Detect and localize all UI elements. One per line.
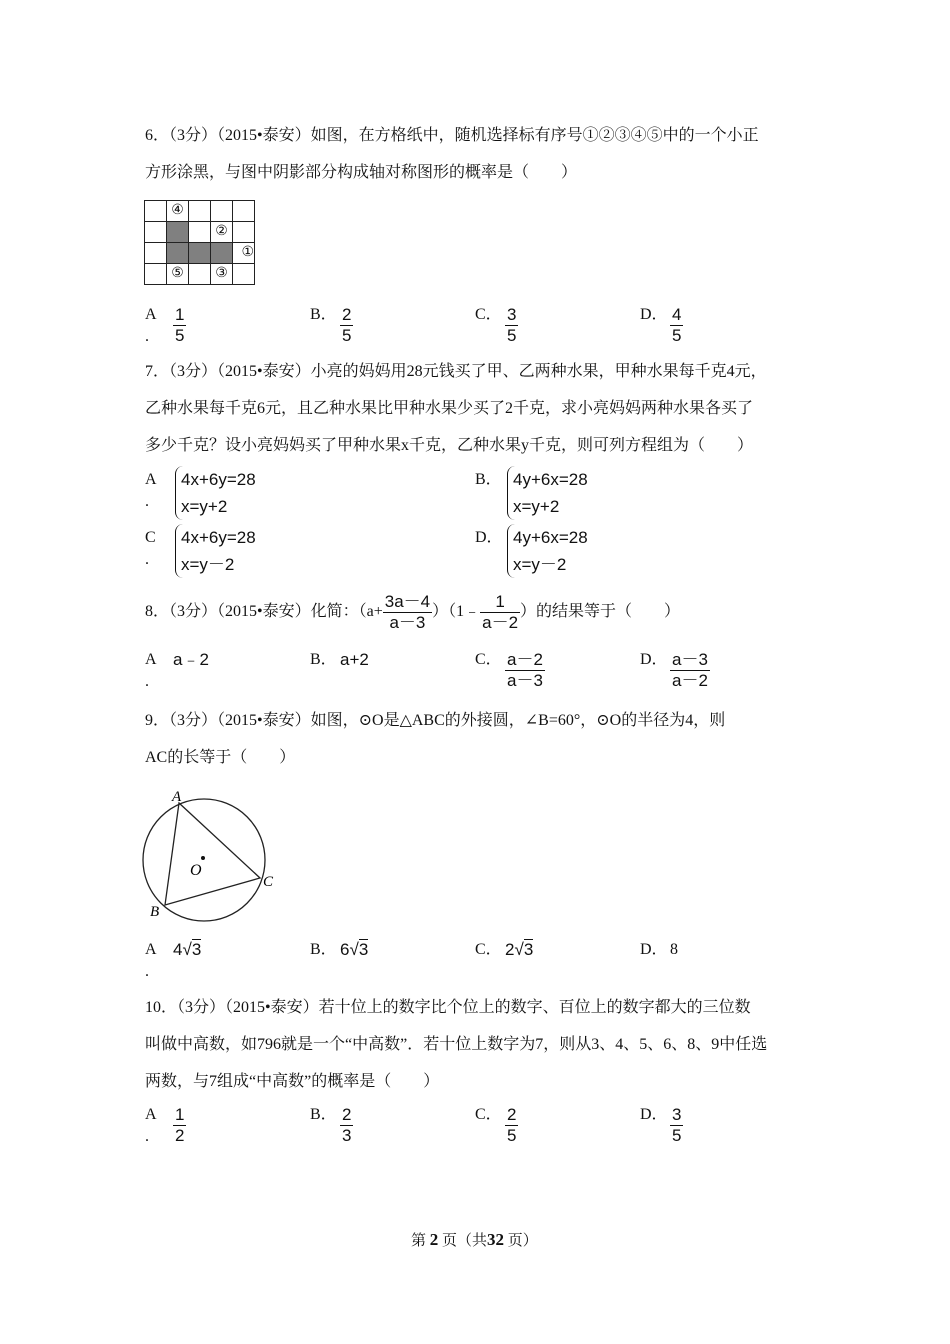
grid-label-5: ⑤ [167, 264, 189, 285]
page-footer: 第 2 页（共32 页） [411, 1230, 538, 1249]
q7-option-d[interactable]: D． [475, 529, 503, 546]
q6-option-d[interactable]: D． $\frac{4}{5}$ [640, 305, 682, 345]
grid-label-2: ② [211, 222, 233, 243]
q6-option-a[interactable]: A . $\frac{1}{5}$ [145, 305, 185, 345]
q6-option-c[interactable]: C． $\frac{3}{5}$ [475, 305, 517, 345]
q6-option-b[interactable]: B． $\frac{2}{5}$ [310, 305, 352, 345]
q7-option-a[interactable]: A . [145, 471, 157, 510]
q7-line1: 7．（3分）（2015•泰安）小亮的妈妈用28元钱买了甲、乙两种水果，甲种水果每千克4元， [145, 363, 767, 380]
q9-option-d[interactable]: D． 8 [640, 941, 678, 958]
q7-line2: 乙种水果每千克6元，且乙种水果比甲种水果少买了2千克，求小亮妈妈两种水果各买了 [145, 400, 754, 417]
q7-line3: 多少千克？设小亮妈妈买了甲种水果x千克，乙种水果y千克，则可列方程组为（ ） [145, 437, 754, 454]
q6-line1: 6．（3分）（2015•泰安）如图，在方格纸中，随机选择标有序号①②③④⑤中的一个小正 [145, 127, 759, 144]
q10-line3: 两数，与7组成“中高数”的概率是（ ） [145, 1073, 440, 1090]
circle-o [143, 799, 265, 921]
label-o: O [190, 862, 202, 879]
q8-option-d[interactable]: D． $\frac{a-3}{a-2}$ [640, 650, 708, 690]
q10-option-d[interactable]: D． $\frac{3}{5}$ [640, 1105, 682, 1145]
triangle-abc [165, 803, 260, 905]
q8-option-a[interactable]: A . a﹣2 [145, 650, 209, 690]
q8-question: 8．（3分）（2015•泰安）化简：（a+ $\frac{3a-4}{a-3}$ ）（1﹣ $\frac{1}{a-2}$ ）的结果等于（ ） [145, 592, 681, 632]
q9-option-a[interactable]: A . 4√3 [145, 940, 202, 980]
center-point [201, 856, 205, 860]
label-c: C [263, 874, 274, 890]
q7-option-c-system: 4x+6y=28 x=y－2 [175, 524, 256, 578]
q6-line2: 方形涂黑，与图中阴影部分构成轴对称图形的概率是（ ） [145, 164, 578, 181]
q8-option-c[interactable]: C． $\frac{a-2}{a-3}$ [475, 650, 543, 690]
label-a: A [172, 789, 182, 805]
q10-line1: 10．（3分）（2015•泰安）若十位上的数字比个位上的数字、百位上的数字都大的三位数 [145, 999, 751, 1016]
q8-option-b[interactable]: B． a+2 [310, 650, 369, 669]
q10-option-a[interactable]: A . $\frac{1}{2}$ [145, 1105, 185, 1145]
grid-label-3: ③ [211, 264, 233, 285]
q7-option-b[interactable]: B． [475, 471, 502, 488]
q10-line2: 叫做中高数，如796就是一个“中高数”．若十位上数字为7，则从3、4、5、6、8、9中任选 [145, 1036, 768, 1053]
q9-option-c[interactable]: C． 2√3 [475, 940, 534, 959]
q10-option-b[interactable]: B． $\frac{2}{3}$ [310, 1105, 352, 1145]
q9-circle-figure [130, 785, 290, 925]
q10-option-c[interactable]: C． $\frac{2}{5}$ [475, 1105, 517, 1145]
q9-line1: 9．（3分）（2015•泰安）如图，⊙O是△ABC的外接圆，∠B=60°，⊙O的半径为4，则 [145, 712, 726, 729]
label-b: B [150, 904, 160, 920]
q7-option-b-system: 4y+6x=28 x=y+2 [507, 466, 588, 520]
q7-option-a-system: 4x+6y=28 x=y+2 [175, 466, 256, 520]
q7-option-d-system: 4y+6x=28 x=y－2 [507, 524, 588, 578]
q6-grid-figure [144, 200, 255, 285]
grid-label-4: ④ [167, 201, 189, 222]
grid-label-1: ① [233, 243, 255, 264]
q7-option-c[interactable]: C . [145, 529, 156, 568]
q9-line2: AC的长等于（ ） [145, 749, 296, 766]
q9-option-b[interactable]: B． 6√3 [310, 940, 369, 959]
